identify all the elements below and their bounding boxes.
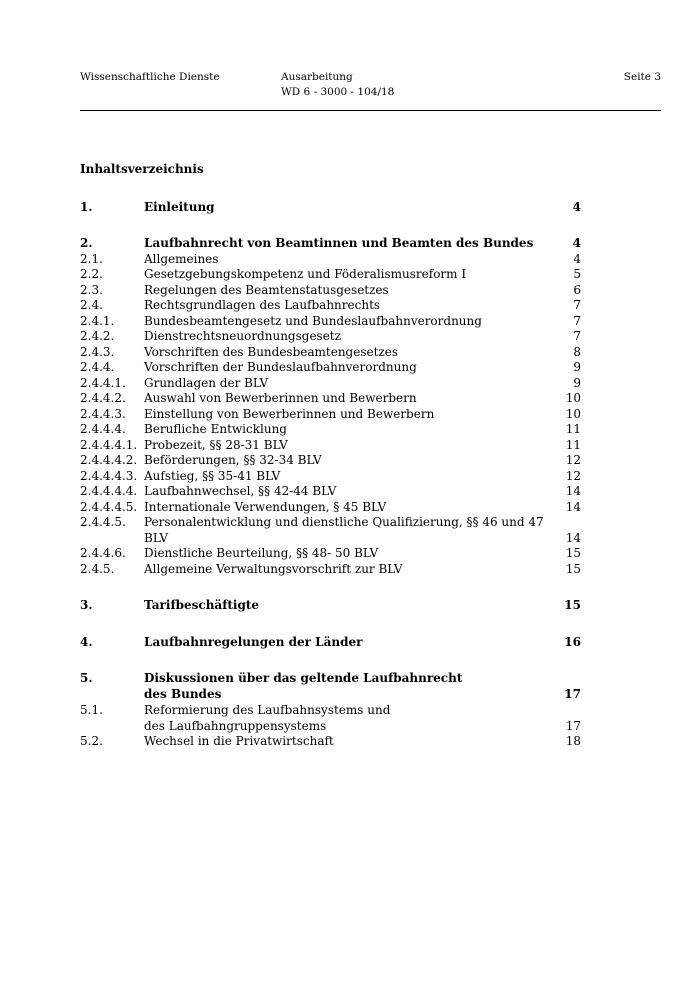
toc-entry-title: Berufliche Entwicklung (144, 422, 287, 436)
toc-entry[interactable] (80, 703, 581, 734)
toc-entry-number: 2.4.3. (80, 345, 115, 359)
toc-entry-title: Vorschriften der Bundeslaufbahnverordnung (144, 360, 417, 374)
toc-entry-title: Allgemeines (144, 252, 219, 266)
toc-entry-number: 2.4.4. (80, 360, 115, 374)
toc-entry-title: Personalentwicklung und dienstliche Qualifizierung, §§ 46 und 47 BLV (144, 515, 544, 545)
toc-entry-page: 8 (573, 345, 581, 359)
toc-entry-title: Reformierung des Laufbahnsystems und des Laufbahngruppensystems (144, 703, 391, 733)
toc-entry-page: 18 (565, 734, 581, 748)
toc-entry-title: Einstellung von Bewerberinnen und Bewerbern (144, 407, 435, 421)
toc-entry-number: 3. (80, 598, 93, 612)
toc-entry-number: 2.2. (80, 267, 103, 281)
toc-entry-page: 15 (565, 546, 581, 560)
toc-entry-page: 10 (565, 407, 581, 421)
toc-entry-title: Aufstieg, §§ 35-41 BLV (144, 469, 281, 483)
toc-entry-number: 2.4.4.3. (80, 407, 126, 421)
toc-entry-page: 7 (573, 314, 581, 328)
toc-entry-title: Laufbahnregelungen der Länder (144, 635, 363, 649)
toc-entry-title: Vorschriften des Bundesbeamtengesetzes (144, 345, 399, 359)
toc-entry-title: Wechsel in die Privatwirtschaft (144, 734, 334, 748)
toc-entry-number: 2.4.4.4. (80, 422, 126, 436)
toc-entry-number: 2.4.4.6. (80, 546, 126, 560)
toc-entry-title: Laufbahnrecht von Beamtinnen und Beamten des Bundes (144, 236, 534, 250)
toc-entry-title: Diskussionen über das geltende Laufbahnrecht des Bundes (144, 671, 463, 701)
toc-entry-page: 10 (565, 391, 581, 405)
toc-entry-page: 12 (565, 453, 581, 467)
header-document-type: Ausarbeitung (281, 71, 353, 83)
header-document-info (281, 70, 394, 100)
toc-entry-page: 14 (565, 530, 581, 545)
toc-entry-number: 2.4.4.5. (80, 515, 126, 529)
toc-entry-number: 2.4.4.4.2. (80, 453, 138, 467)
toc-entry-number: 2.4.2. (80, 329, 115, 343)
toc-entry-page: 5 (573, 267, 581, 281)
toc-entry-title: Laufbahnwechsel, §§ 42-44 BLV (144, 484, 337, 498)
toc-entry-page: 6 (573, 283, 581, 297)
header-institution: Wissenschaftliche Dienste (80, 71, 220, 83)
toc-entry-page: 14 (565, 500, 581, 514)
toc-entry-number: 2. (80, 236, 93, 250)
toc-entry-title: Einleitung (144, 200, 215, 214)
toc-heading: Inhaltsverzeichnis (80, 162, 204, 176)
toc-entry-page: 15 (565, 562, 581, 576)
toc-entry-page: 15 (564, 598, 581, 612)
toc-entry-page: 7 (573, 329, 581, 343)
toc-entry-title: Auswahl von Bewerberinnen und Bewerbern (144, 391, 417, 405)
toc-entry-number: 1. (80, 200, 93, 214)
toc-entry[interactable] (80, 671, 581, 702)
header-document-number: WD 6 - 3000 - 104/18 (281, 86, 395, 98)
toc-entry-title: Dienstrechtsneuordnungsgesetz (144, 329, 341, 343)
header-divider (80, 110, 661, 111)
toc-entry-number: 2.4.4.4.3. (80, 469, 138, 483)
toc-entry-number: 2.4.4.4.4. (80, 484, 138, 498)
toc-entry-page: 11 (565, 422, 581, 436)
toc-entry-page: 16 (564, 635, 581, 649)
toc-entry-title: Gesetzgebungskompetenz und Föderalismusreform I (144, 267, 467, 281)
toc-entry-number: 5.2. (80, 734, 103, 748)
toc-entry-title: Bundesbeamtengesetz und Bundeslaufbahnverordnung (144, 314, 482, 328)
toc-entry-page: 12 (565, 469, 581, 483)
toc-entry-title: Grundlagen der BLV (144, 376, 269, 390)
toc-entry-page: 4 (572, 236, 581, 250)
toc-entry-title: Regelungen des Beamtenstatusgesetzes (144, 283, 389, 297)
toc-entry-number: 4. (80, 635, 93, 649)
toc-entry-page: 4 (572, 200, 581, 214)
toc-entry-number: 2.4.4.2. (80, 391, 126, 405)
toc-entry-number: 2.4.4.1. (80, 376, 126, 390)
toc-entry-number: 2.4.1. (80, 314, 115, 328)
toc-entry-number: 5. (80, 671, 93, 685)
header-page-number: Seite 3 (623, 71, 661, 83)
toc-entry-title: Tarifbeschäftigte (144, 598, 260, 612)
toc-entry-number: 2.3. (80, 283, 103, 297)
toc-entry-page: 14 (565, 484, 581, 498)
toc-entry-page: 4 (573, 252, 581, 266)
toc-entry-page: 11 (565, 438, 581, 452)
toc-entry[interactable] (80, 515, 581, 546)
toc-entry-number: 2.1. (80, 252, 103, 266)
toc-entry-title: Beförderungen, §§ 32-34 BLV (144, 453, 322, 467)
toc-entry-page: 9 (573, 360, 581, 374)
toc-entry-title: Allgemeine Verwaltungsvorschrift zur BLV (144, 562, 403, 576)
page-header (80, 70, 661, 110)
toc-entry-number: 2.4. (80, 298, 103, 312)
toc-entry-number: 5.1. (80, 703, 103, 717)
toc-entry-page: 17 (565, 718, 581, 733)
toc-entry-number: 2.4.5. (80, 562, 115, 576)
toc-entry-page: 9 (573, 376, 581, 390)
toc-entry-page: 17 (564, 686, 581, 701)
toc-entry-title: Probezeit, §§ 28-31 BLV (144, 438, 288, 452)
toc-entry-title: Rechtsgrundlagen des Laufbahnrechts (144, 298, 381, 312)
toc-entry-page: 7 (573, 298, 581, 312)
toc-entry-title: Internationale Verwendungen, § 45 BLV (144, 500, 387, 514)
toc-entry-title: Dienstliche Beurteilung, §§ 48- 50 BLV (144, 546, 379, 560)
toc-entry-number: 2.4.4.4.1. (80, 438, 138, 452)
toc-entry-number: 2.4.4.4.5. (80, 500, 138, 514)
